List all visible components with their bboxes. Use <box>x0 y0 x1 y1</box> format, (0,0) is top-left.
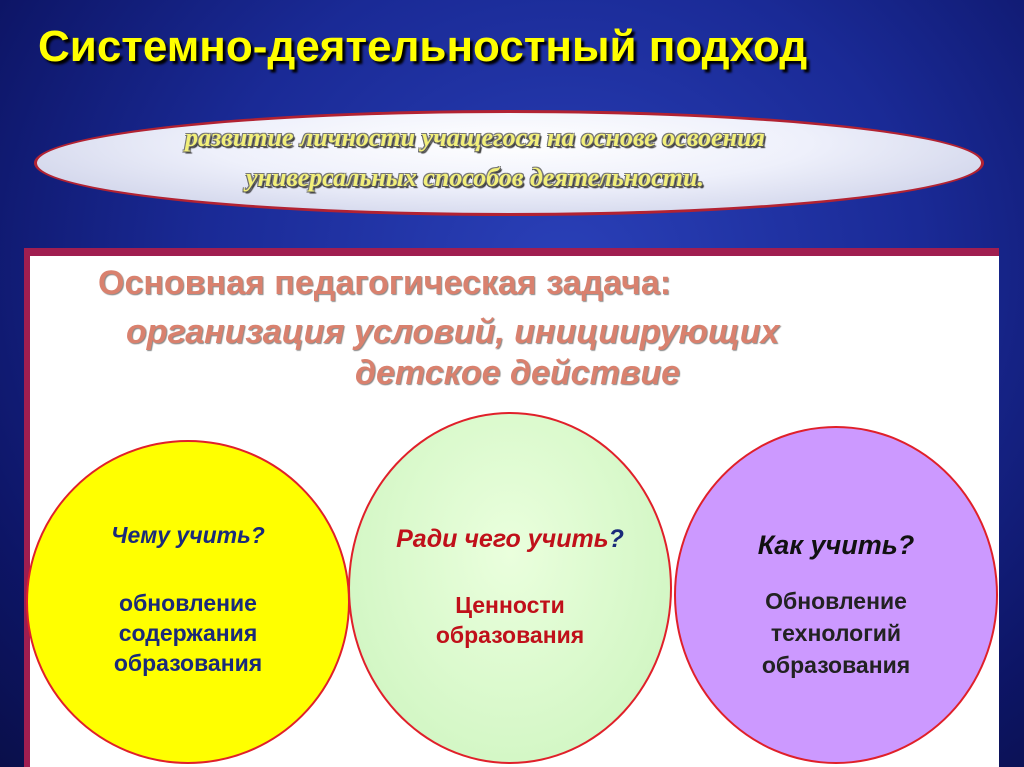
circle-2-answer-line: образования <box>435 622 585 648</box>
circle-3-question: Как учить? <box>757 530 915 560</box>
circle-2-question-text: Ради чего учить <box>396 525 609 553</box>
circle-2-question <box>348 525 672 554</box>
circle-2-answer-line: Ценности <box>455 592 565 618</box>
circle-1-answer <box>26 588 350 678</box>
slide-title: Системно-деятельностный подход <box>38 22 808 71</box>
task-line-2: организация условий, инициирующих <box>126 313 780 351</box>
circle-why-teach <box>348 412 672 764</box>
goal-text-line-2: универсальных способов деятельности. <box>246 163 704 192</box>
circle-1-answer-line: содержания <box>118 620 258 646</box>
goal-text-line-1: развитие личности учащегося на основе освоения <box>185 123 765 152</box>
task-heading: Основная педагогическая задача: <box>98 264 672 302</box>
circle-3-answer-line: образования <box>761 652 911 678</box>
circle-2-answer <box>348 590 672 650</box>
circle-3-answer <box>674 585 998 681</box>
circle-1-answer-line: образования <box>113 650 263 676</box>
circle-3-answer-line: технологий <box>770 620 902 646</box>
circle-3-answer-line: Обновление <box>765 588 907 614</box>
circle-1-question: Чему учить? <box>111 522 265 548</box>
task-line-3: детское действие <box>355 354 681 392</box>
circle-2-question-mark: ? <box>608 525 624 553</box>
circle-1-answer-line: обновление <box>119 590 257 616</box>
